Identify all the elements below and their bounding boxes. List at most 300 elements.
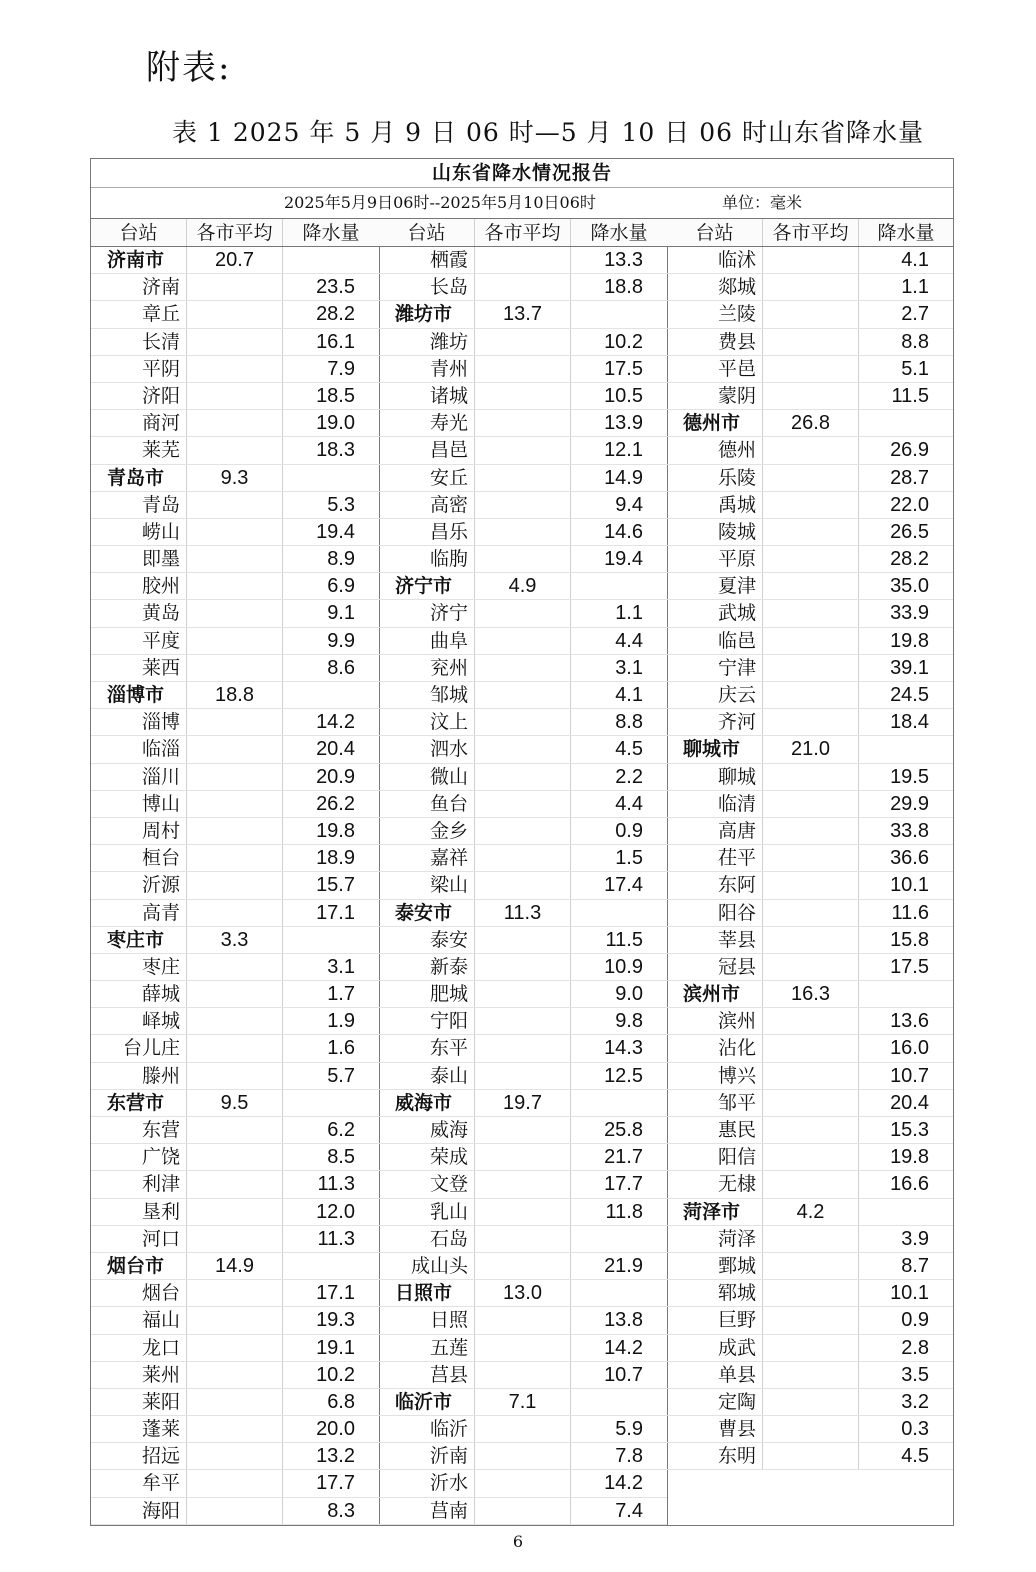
station-name: 临淄 — [91, 736, 187, 762]
header-city-avg: 各市平均 — [475, 219, 571, 246]
precip-value: 15.8 — [890, 928, 929, 951]
city-name: 德州市 — [667, 410, 763, 436]
precip-value: 17.4 — [604, 874, 643, 897]
station-name: 武城 — [667, 600, 763, 626]
city-average — [763, 900, 859, 926]
precip-value: 8.8 — [615, 711, 643, 734]
city-average — [187, 1280, 283, 1306]
table-column-block-3 — [667, 218, 953, 1470]
station-row — [91, 1035, 379, 1062]
precip-value: 10.5 — [604, 384, 643, 407]
station-name: 潍坊 — [379, 329, 475, 355]
city-name: 潍坊市 — [379, 301, 475, 327]
header-row — [667, 219, 953, 247]
station-name: 禹城 — [667, 492, 763, 518]
city-average — [763, 1389, 859, 1415]
station-row — [91, 1144, 379, 1171]
city-average — [763, 872, 859, 898]
city-row — [91, 682, 379, 709]
station-row — [91, 383, 379, 410]
station-row — [91, 872, 379, 899]
station-row — [667, 845, 953, 872]
city-average — [187, 872, 283, 898]
city-row — [91, 1090, 379, 1117]
city-average — [187, 600, 283, 626]
precip-value: 19.5 — [890, 765, 929, 788]
city-average — [763, 600, 859, 626]
city-average — [763, 818, 859, 844]
header-station: 台站 — [667, 219, 763, 246]
station-row — [91, 329, 379, 356]
city-row — [667, 736, 953, 763]
city-average — [187, 1389, 283, 1415]
station-name: 平原 — [667, 546, 763, 572]
city-average: 26.8 — [763, 410, 859, 436]
station-name: 昌邑 — [379, 437, 475, 463]
city-name: 东营市 — [91, 1090, 187, 1116]
precip-value: 11.3 — [317, 1227, 355, 1250]
precip-value: 1.5 — [615, 847, 643, 870]
station-row — [91, 900, 379, 927]
station-row — [667, 356, 953, 383]
precip-value — [571, 1280, 667, 1306]
station-row — [379, 1416, 667, 1443]
station-name: 阳信 — [667, 1144, 763, 1170]
precip-value: 8.9 — [327, 548, 355, 571]
station-name: 曹县 — [667, 1416, 763, 1442]
station-row — [91, 1335, 379, 1362]
precip-value: 20.4 — [316, 738, 355, 761]
station-name: 沾化 — [667, 1035, 763, 1061]
station-row — [667, 1443, 953, 1470]
station-name: 鱼台 — [379, 791, 475, 817]
precip-value: 17.5 — [604, 357, 643, 380]
station-name: 定陶 — [667, 1389, 763, 1415]
precip-value: 11.6 — [891, 901, 929, 924]
station-row — [379, 383, 667, 410]
precip-value: 5.1 — [901, 357, 929, 380]
station-row — [667, 301, 953, 328]
station-name: 招远 — [91, 1443, 187, 1469]
station-row — [91, 492, 379, 519]
city-average — [763, 764, 859, 790]
station-name: 莱芜 — [91, 437, 187, 463]
station-row — [379, 954, 667, 981]
station-name: 章丘 — [91, 301, 187, 327]
precip-value: 4.5 — [615, 738, 643, 761]
station-row — [379, 655, 667, 682]
station-name: 肥城 — [379, 981, 475, 1007]
station-row — [91, 791, 379, 818]
precip-value — [571, 301, 667, 327]
station-row — [667, 791, 953, 818]
precip-value — [571, 573, 667, 599]
city-row — [379, 1389, 667, 1416]
precip-value: 10.2 — [604, 330, 643, 353]
station-row — [91, 546, 379, 573]
city-row — [667, 410, 953, 437]
city-average — [763, 1171, 859, 1197]
station-name: 滕州 — [91, 1063, 187, 1089]
city-average — [475, 981, 571, 1007]
city-average — [763, 301, 859, 327]
precip-value: 0.9 — [901, 1309, 929, 1332]
precip-value: 19.8 — [890, 629, 929, 652]
station-name: 莱州 — [91, 1362, 187, 1388]
city-average — [763, 1280, 859, 1306]
precip-value: 18.8 — [604, 276, 643, 299]
city-average: 19.7 — [475, 1090, 571, 1116]
station-name: 冠县 — [667, 954, 763, 980]
station-row — [379, 600, 667, 627]
city-average — [187, 1443, 283, 1469]
precip-value: 28.2 — [316, 303, 355, 326]
city-average — [475, 736, 571, 762]
city-average — [475, 845, 571, 871]
precip-value: 17.7 — [604, 1173, 643, 1196]
station-row — [91, 1280, 379, 1307]
report-period: 2025年5月9日06时--2025年5月10日06时 — [284, 193, 596, 212]
station-name: 日照 — [379, 1307, 475, 1333]
station-name: 阳谷 — [667, 900, 763, 926]
city-row — [379, 1280, 667, 1307]
station-row — [91, 356, 379, 383]
city-average — [187, 274, 283, 300]
city-average: 7.1 — [475, 1389, 571, 1415]
city-average — [187, 410, 283, 436]
precip-value: 10.1 — [890, 874, 929, 897]
station-row — [667, 954, 953, 981]
station-name: 聊城 — [667, 764, 763, 790]
precip-value: 33.9 — [890, 602, 929, 625]
precip-value: 0.3 — [901, 1418, 929, 1441]
station-row — [667, 1253, 953, 1280]
station-row — [667, 600, 953, 627]
station-name: 东阿 — [667, 872, 763, 898]
station-name: 微山 — [379, 764, 475, 790]
station-row — [667, 274, 953, 301]
station-row — [379, 1171, 667, 1198]
city-average — [475, 1443, 571, 1469]
city-average — [187, 1008, 283, 1034]
header-city-avg: 各市平均 — [763, 219, 859, 246]
station-name: 邹平 — [667, 1090, 763, 1116]
city-average — [187, 736, 283, 762]
city-average — [187, 900, 283, 926]
precip-value: 3.5 — [901, 1363, 929, 1386]
station-name: 平邑 — [667, 356, 763, 382]
station-row — [379, 1035, 667, 1062]
precip-value: 19.3 — [316, 1309, 355, 1332]
station-name: 新泰 — [379, 954, 475, 980]
precip-value: 4.5 — [901, 1445, 929, 1468]
station-name: 石岛 — [379, 1226, 475, 1252]
station-name: 泗水 — [379, 736, 475, 762]
city-average — [763, 1335, 859, 1361]
station-row — [379, 492, 667, 519]
station-name: 巨野 — [667, 1307, 763, 1333]
precip-value: 19.8 — [316, 819, 355, 842]
precip-value — [283, 465, 379, 491]
precip-value: 26.2 — [316, 792, 355, 815]
station-row — [379, 791, 667, 818]
station-row — [379, 764, 667, 791]
station-name: 荣成 — [379, 1144, 475, 1170]
city-average — [187, 573, 283, 599]
station-name: 兰陵 — [667, 301, 763, 327]
station-name: 安丘 — [379, 465, 475, 491]
report-unit: 单位：毫米 — [722, 193, 803, 212]
station-row — [91, 628, 379, 655]
precip-value: 7.8 — [615, 1445, 643, 1468]
city-row — [91, 927, 379, 954]
city-average — [187, 954, 283, 980]
city-average — [475, 1307, 571, 1333]
city-average — [187, 1226, 283, 1252]
city-average — [763, 1008, 859, 1034]
station-name: 济南 — [91, 274, 187, 300]
city-average — [763, 954, 859, 980]
precip-value: 8.3 — [327, 1499, 355, 1522]
precip-value: 19.8 — [890, 1146, 929, 1169]
precip-value — [571, 1226, 667, 1252]
precip-value: 5.7 — [327, 1064, 355, 1087]
station-row — [667, 682, 953, 709]
station-name: 峄城 — [91, 1008, 187, 1034]
station-row — [379, 709, 667, 736]
station-name: 茌平 — [667, 845, 763, 871]
precipitation-report-table — [90, 158, 954, 1526]
station-name: 宁津 — [667, 655, 763, 681]
station-row — [667, 1335, 953, 1362]
precip-value: 1.1 — [901, 276, 929, 299]
city-average — [763, 437, 859, 463]
station-row — [667, 628, 953, 655]
station-name: 单县 — [667, 1362, 763, 1388]
city-average — [187, 655, 283, 681]
city-average — [475, 1035, 571, 1061]
station-name: 莘县 — [667, 927, 763, 953]
city-average — [187, 709, 283, 735]
city-average — [187, 1335, 283, 1361]
station-name: 利津 — [91, 1171, 187, 1197]
precip-value: 5.3 — [327, 493, 355, 516]
station-row — [667, 709, 953, 736]
station-row — [91, 437, 379, 464]
station-row — [91, 1389, 379, 1416]
city-average — [187, 1416, 283, 1442]
station-row — [91, 1307, 379, 1334]
station-row — [379, 1362, 667, 1389]
precip-value: 0.9 — [615, 819, 643, 842]
station-row — [379, 1008, 667, 1035]
city-average — [475, 709, 571, 735]
city-average — [763, 1416, 859, 1442]
station-row — [667, 655, 953, 682]
precip-value: 6.8 — [327, 1390, 355, 1413]
precip-value: 1.9 — [327, 1010, 355, 1033]
city-row — [91, 1253, 379, 1280]
precip-value: 3.1 — [327, 955, 355, 978]
precip-value: 17.1 — [316, 901, 355, 924]
city-name: 青岛市 — [91, 465, 187, 491]
city-average — [475, 872, 571, 898]
city-average — [763, 465, 859, 491]
city-average — [187, 1035, 283, 1061]
precip-value — [283, 1253, 379, 1279]
city-average: 3.3 — [187, 927, 283, 953]
station-row — [91, 954, 379, 981]
station-row — [667, 1362, 953, 1389]
station-name: 薛城 — [91, 981, 187, 1007]
station-row — [667, 1117, 953, 1144]
station-row — [91, 981, 379, 1008]
city-row — [379, 573, 667, 600]
precip-value: 14.2 — [604, 1336, 643, 1359]
station-row — [379, 1199, 667, 1226]
city-average — [763, 1144, 859, 1170]
city-average — [187, 1144, 283, 1170]
city-average — [187, 1199, 283, 1225]
precip-value: 8.5 — [327, 1146, 355, 1169]
city-average — [763, 356, 859, 382]
city-average — [763, 274, 859, 300]
precip-value: 10.7 — [890, 1064, 929, 1087]
station-name: 五莲 — [379, 1335, 475, 1361]
station-row — [667, 900, 953, 927]
station-row — [667, 1280, 953, 1307]
city-average — [475, 383, 571, 409]
station-row — [667, 546, 953, 573]
city-average — [763, 573, 859, 599]
station-row — [379, 1498, 667, 1525]
city-row — [667, 1199, 953, 1226]
station-row — [379, 1470, 667, 1497]
precip-value: 26.9 — [890, 439, 929, 462]
precip-value: 9.1 — [327, 602, 355, 625]
station-name: 临沂 — [379, 1416, 475, 1442]
station-row — [91, 709, 379, 736]
city-name: 济宁市 — [379, 573, 475, 599]
city-average — [475, 927, 571, 953]
city-average — [475, 1063, 571, 1089]
station-row — [379, 465, 667, 492]
station-row — [379, 1063, 667, 1090]
station-name: 黄岛 — [91, 600, 187, 626]
precip-value: 18.3 — [316, 439, 355, 462]
station-name: 无棣 — [667, 1171, 763, 1197]
station-name: 长清 — [91, 329, 187, 355]
station-name: 高唐 — [667, 818, 763, 844]
station-row — [667, 872, 953, 899]
city-average — [187, 1117, 283, 1143]
precip-value: 10.7 — [604, 1363, 643, 1386]
precip-value: 24.5 — [890, 684, 929, 706]
precip-value: 7.9 — [327, 357, 355, 380]
station-name: 平度 — [91, 628, 187, 654]
precip-value: 18.5 — [316, 384, 355, 407]
precip-value: 14.3 — [604, 1037, 643, 1060]
city-average — [763, 247, 859, 273]
precip-value: 13.3 — [604, 249, 643, 271]
city-average — [475, 1117, 571, 1143]
station-name: 即墨 — [91, 546, 187, 572]
station-row — [667, 818, 953, 845]
city-average — [763, 1253, 859, 1279]
city-row — [379, 301, 667, 328]
precip-value: 4.1 — [901, 249, 929, 271]
station-name: 菏泽 — [667, 1226, 763, 1252]
precip-value — [283, 1090, 379, 1116]
station-row — [379, 682, 667, 709]
station-name: 诸城 — [379, 383, 475, 409]
precip-value — [859, 981, 953, 1007]
precip-value: 14.9 — [604, 466, 643, 489]
station-name: 垦利 — [91, 1199, 187, 1225]
station-name: 成山头 — [379, 1253, 475, 1279]
page-number: 6 — [512, 1532, 524, 1551]
precip-value: 19.1 — [316, 1336, 355, 1359]
precip-value — [571, 1389, 667, 1415]
station-row — [379, 628, 667, 655]
city-name: 日照市 — [379, 1280, 475, 1306]
precip-value: 25.8 — [604, 1119, 643, 1141]
station-row — [667, 1389, 953, 1416]
city-average — [475, 1226, 571, 1252]
station-name: 惠民 — [667, 1117, 763, 1143]
station-row — [667, 1008, 953, 1035]
city-average — [187, 818, 283, 844]
precip-value: 20.9 — [316, 765, 355, 788]
station-name: 费县 — [667, 329, 763, 355]
station-row — [667, 573, 953, 600]
station-row — [91, 736, 379, 763]
city-average — [763, 1090, 859, 1116]
city-average — [475, 437, 571, 463]
precip-value: 9.0 — [615, 983, 643, 1006]
precip-value — [859, 410, 953, 436]
station-name: 夏津 — [667, 573, 763, 599]
station-name: 青岛 — [91, 492, 187, 518]
city-average: 21.0 — [763, 736, 859, 762]
city-average: 13.7 — [475, 301, 571, 327]
precip-value: 1.7 — [327, 983, 355, 1006]
station-name: 枣庄 — [91, 954, 187, 980]
precip-value: 3.9 — [901, 1227, 929, 1250]
precip-value: 13.8 — [604, 1309, 643, 1332]
station-row — [667, 465, 953, 492]
station-row — [91, 1117, 379, 1144]
station-name: 胶州 — [91, 573, 187, 599]
city-average — [475, 247, 571, 273]
city-average — [763, 1226, 859, 1252]
precip-value: 17.5 — [890, 955, 929, 978]
precip-value: 33.8 — [890, 819, 929, 842]
station-name: 河口 — [91, 1226, 187, 1252]
city-name: 枣庄市 — [91, 927, 187, 953]
station-name: 梁山 — [379, 872, 475, 898]
precip-value — [859, 1199, 953, 1225]
station-name: 齐河 — [667, 709, 763, 735]
table-column-block-1 — [91, 218, 380, 1525]
station-name: 蒙阴 — [667, 383, 763, 409]
city-average: 16.3 — [763, 981, 859, 1007]
city-average — [187, 1470, 283, 1496]
station-row — [379, 1253, 667, 1280]
station-row — [379, 927, 667, 954]
precip-value: 10.1 — [890, 1282, 929, 1305]
precip-value — [859, 736, 953, 762]
